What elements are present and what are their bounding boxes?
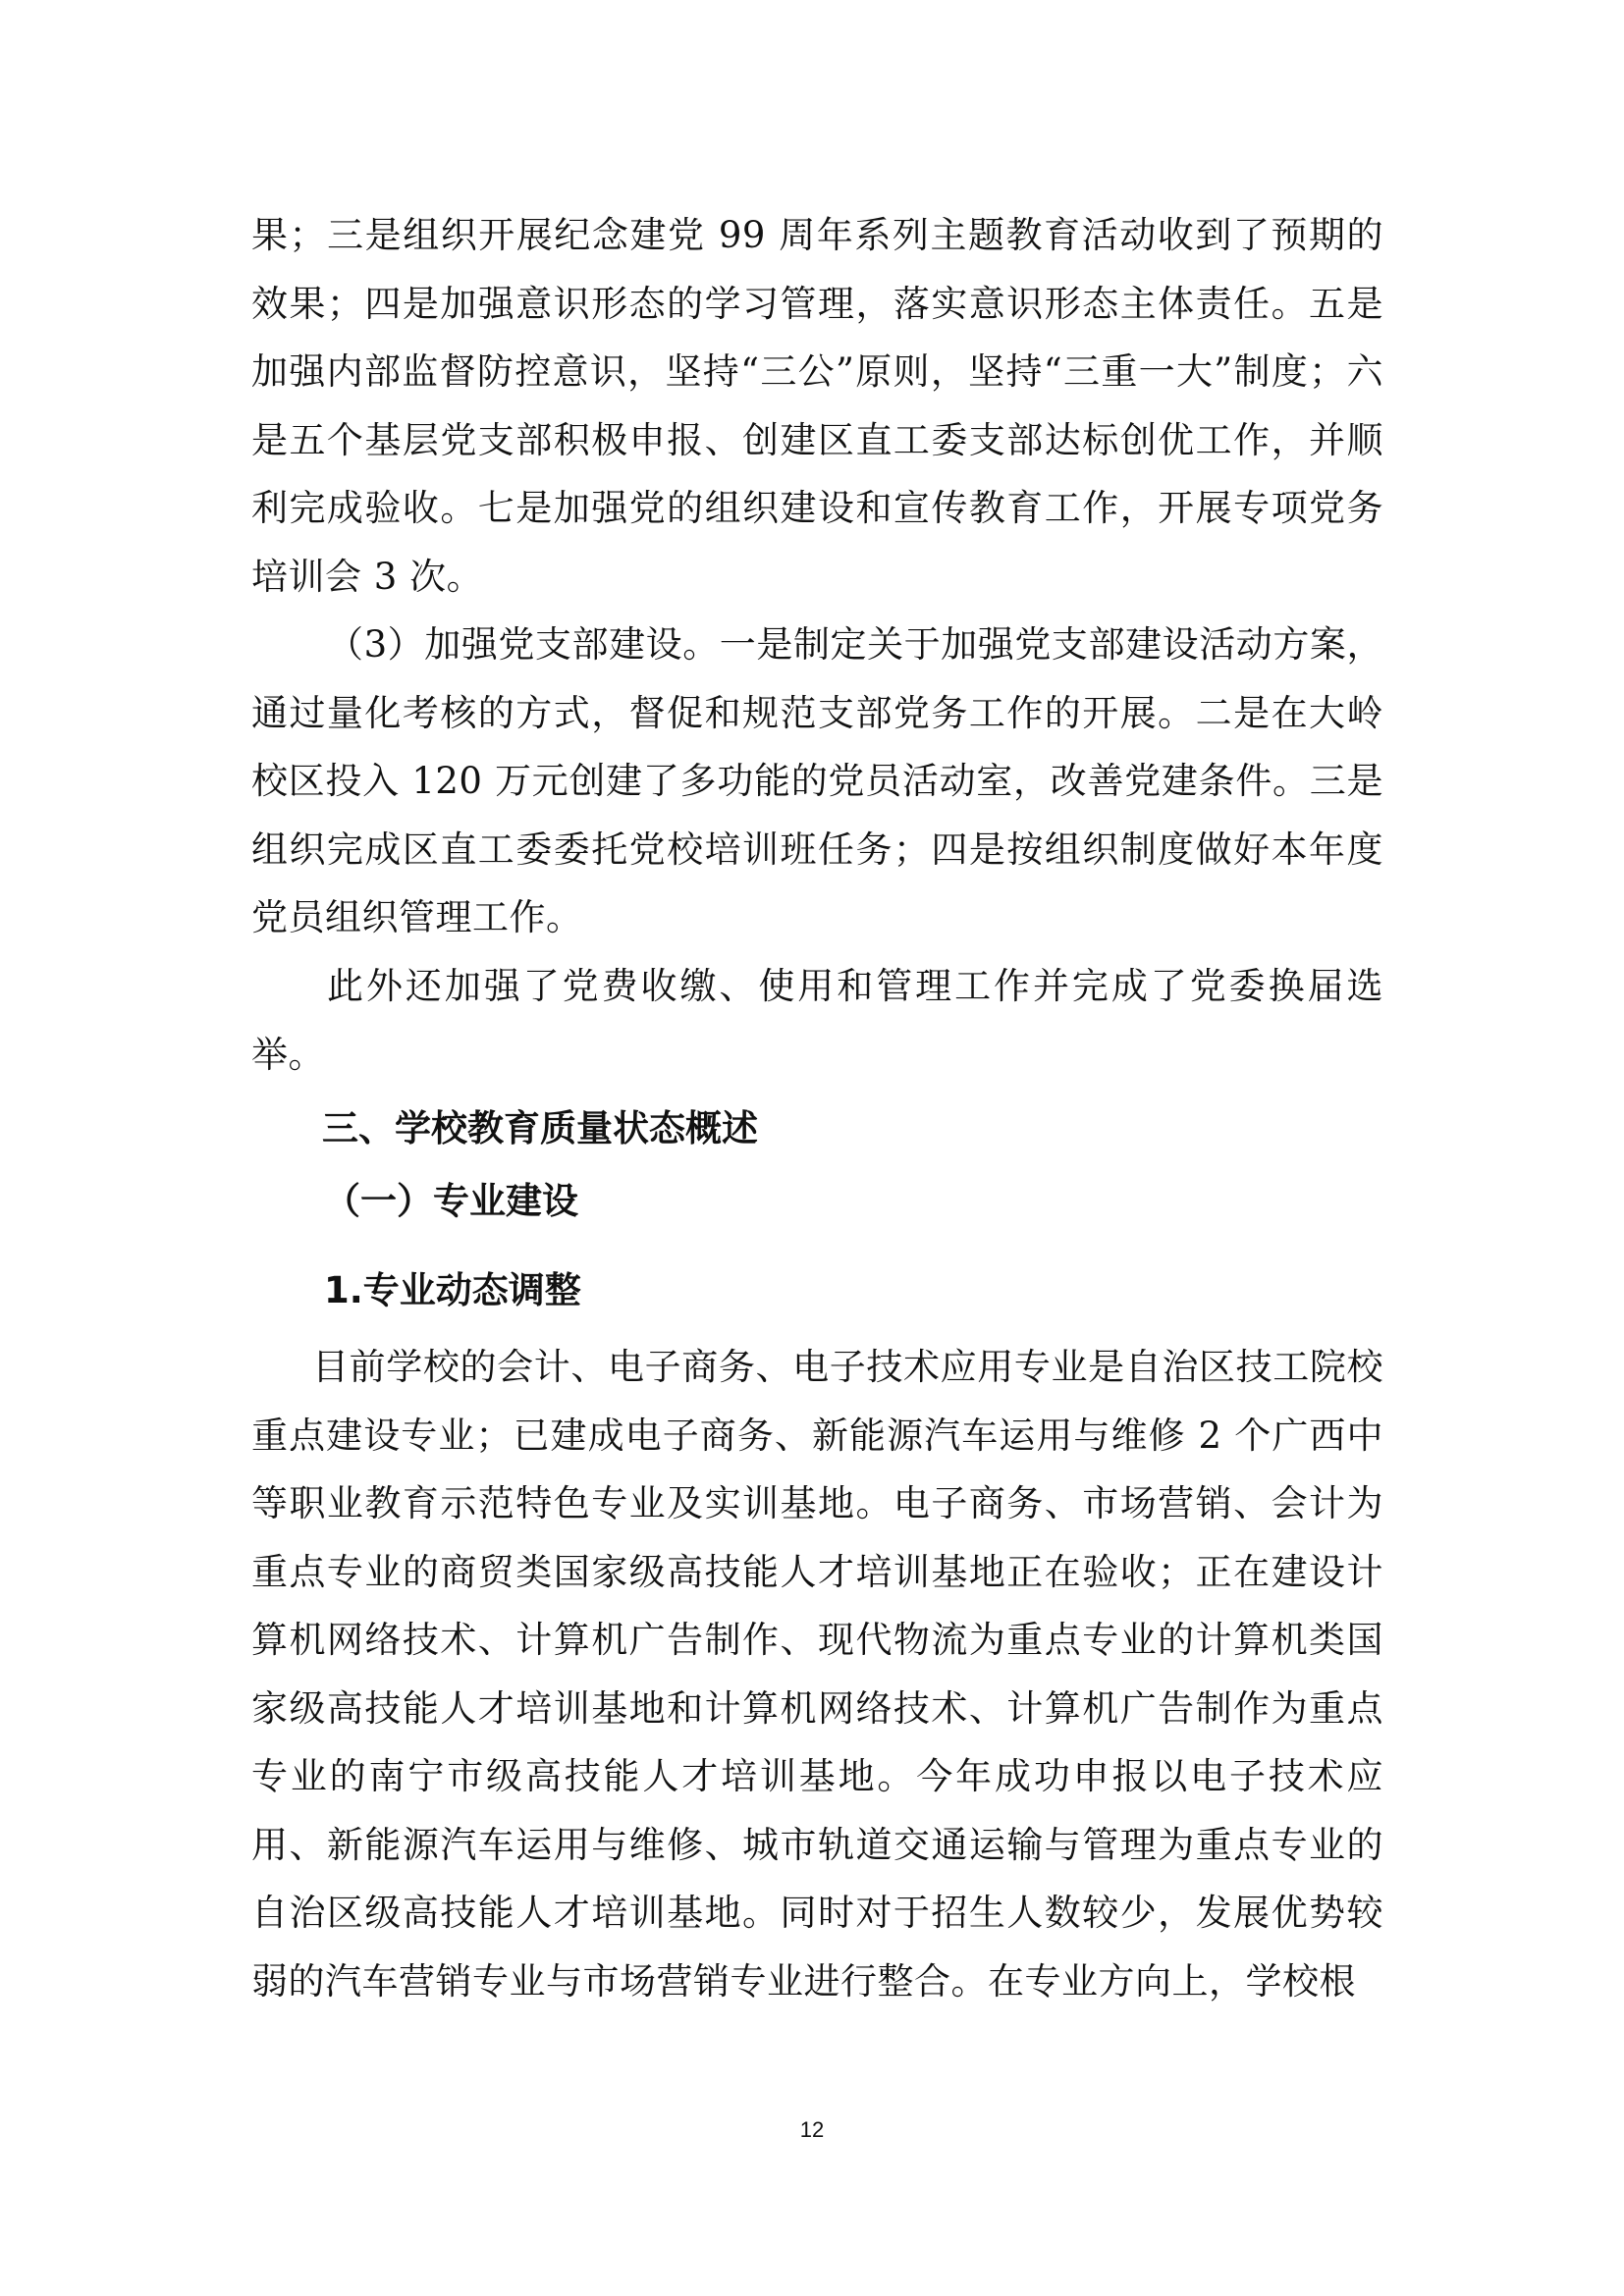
subsection-heading: （一）专业建设 [324, 1180, 578, 1222]
paragraph-major-adjustment: 目前学校的会计、电子商务、电子技术应用专业是自治区技工院校重点建设专业；已建成电子商务、新能源汽车运用与维修 2 个广西中等职业教育示范特色专业及实训基地。电子商务、市场营销、会计为重点专业的商贸类国家级高技能人才培训基地正在验收；正在建设计算机网络技术、计算机广告制作、现代物流为重点专业的计算机类国家级高技能人才培训基地和计算机网络技术、计算机广告制作为重点专业的南宁市级高技能人才培训基地。今年成功申报以电子技术应用、新能源汽车运用与维修、城市轨道交通运输与管理为重点专业的自治区级高技能人才培训基地。同时对于招生人数较少，发展优势较弱的汽车营销专业与市场营销专业进行整合。在专业方向上，学校根 [251, 1346, 1383, 2002]
paragraph-party-branch-building: （3）加强党支部建设。一是制定关于加强党支部建设活动方案，通过量化考核的方式，督促和规范支部党务工作的开展。二是在大岭校区投入 120 万元创建了多功能的党员活动室，改善党建条件。三是组织完成区直工委委托党校培训班任务；四是按组织制度做好本年度党员组织管理工作。 [251, 623, 1383, 938]
item-heading: 1.专业动态调整 [324, 1269, 581, 1311]
section-heading: 三、学校教育质量状态概述 [322, 1107, 758, 1149]
paragraph-party-fees-election: 此外还加强了党费收缴、使用和管理工作并完成了党委换届选举。 [251, 965, 1383, 1076]
page-number: 12 [799, 2117, 825, 2142]
paragraph-party-work-results: 果；三是组织开展纪念建党 99 周年系列主题教育活动收到了预期的效果；四是加强意识形态的学习管理，落实意识形态主体责任。五是加强内部监督防控意识，坚持“三公”原则，坚持“三重一大”制度；六是五个基层党支部积极申报、创建区直工委支部达标创优工作，并顺利完成验收。七是加强党的组织建设和宣传教育工作，开展专项党务培训会 3 次。 [251, 214, 1383, 598]
